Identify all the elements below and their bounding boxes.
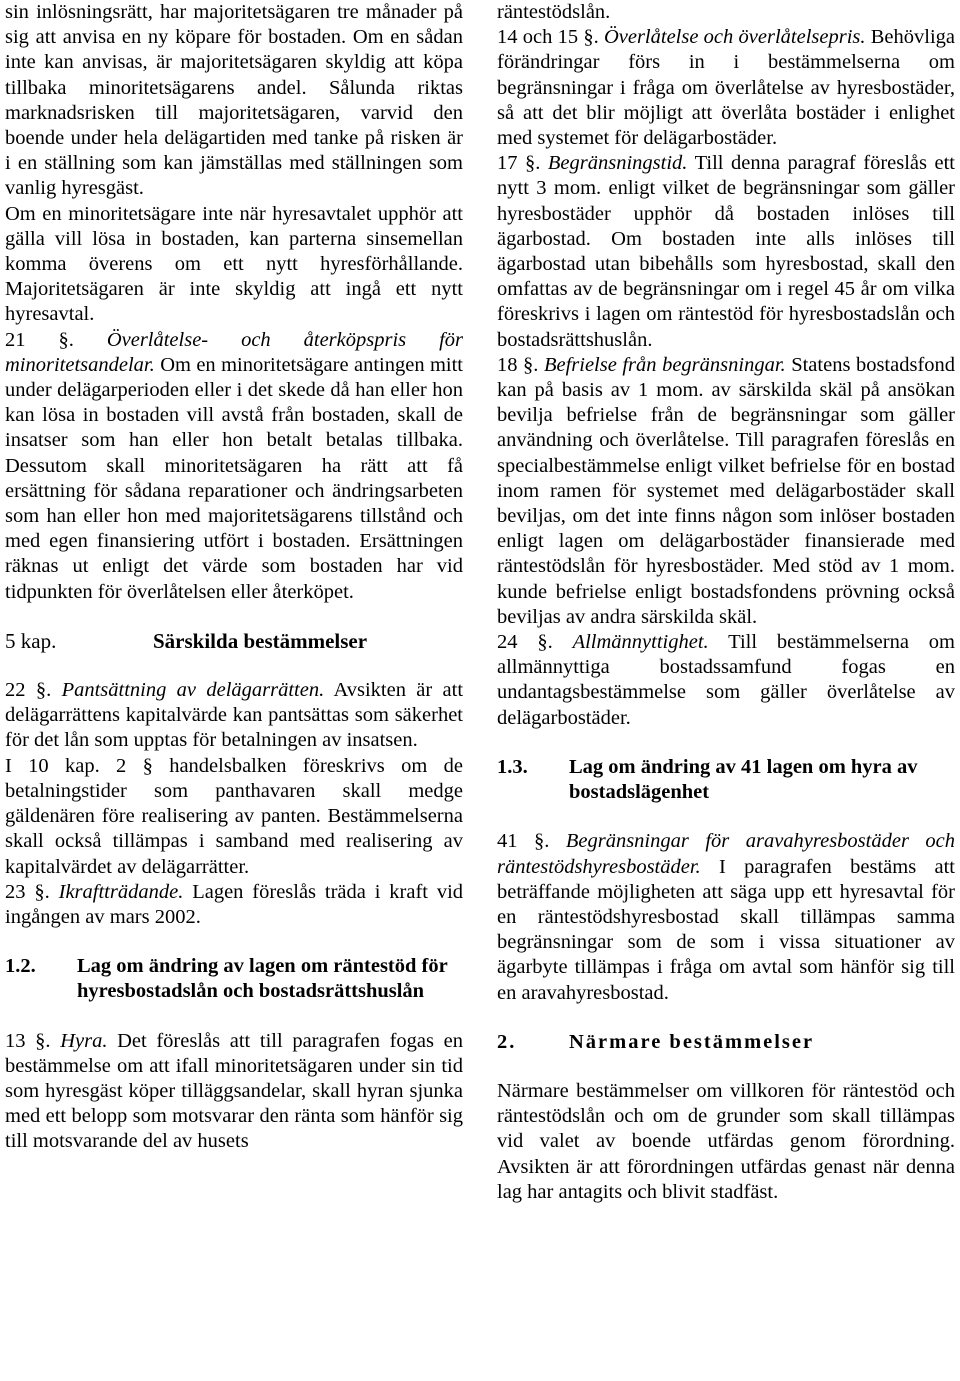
section-title: Överlåtelse- och återköpspris för minoritetsandelar. <box>5 328 464 376</box>
chapter-number: 5 kap. <box>5 628 57 653</box>
section-13 <box>5 1029 463 1155</box>
section-number: 14 och 15 §. <box>497 26 599 49</box>
section-24 <box>497 630 955 731</box>
section-number: 13 §. <box>5 1029 51 1052</box>
section-title: Överlåtelse och överlåtelsepris. <box>603 26 866 49</box>
section-text: Till denna paragraf föreslås ett nytt 3 mom. enligt vilket de begränsningar som gäller hyresbostäder upphör då bostaden inlöses till ägarbostad. Om bostaden inte alls inlöses till ägarbostad utan bibehålls som hyresbostad, skall den omfattas av de begränsningar om i regel 45 år om vilka föreskrivs i lagen om räntestöd för hyresbostadslån och bostadsrättshuslån. <box>497 152 956 351</box>
section-text: Avsikten är att delägarrättens kapitalvärde kan pantsättas som säkerhet för det lån som upptas för betalningen av insatsen. <box>5 679 464 752</box>
heading-title: Lag om ändring av 41 lagen om hyra av bostadslägenhet <box>569 755 918 804</box>
chapter-title: Särskilda bestämmelser <box>153 628 368 653</box>
heading-1-3 <box>497 755 955 805</box>
section-title: Begränsningstid. <box>547 152 688 175</box>
right-column <box>497 0 955 1205</box>
heading-number: 1.3. <box>497 755 528 778</box>
section-text: Om en minoritetsägare antingen mitt under delägarperioden eller i det skede då han eller hon kan lösa in bostaden vill avstå från bostaden, skall de insatser som han eller hon betalt betalas tillbaka. Dessutom skall minoritetsägaren ha rätt att få ersättning för sådana reparationer och ändringsarbeten som han eller hon med majoritetsägarens tillstånd och med egen finansiering utfört i bostaden. Ersättningen räknas ut enligt det värde som bostaden har vid tidpunkten för överlåtelsen eller återköpet. <box>5 353 463 603</box>
heading-title: Närmare bestämmelser <box>569 1030 815 1053</box>
section-21 <box>5 328 463 605</box>
paragraph-minoritetsagare: Om en minoritetsägare inte när hyresavtalet upphör att gälla vill lösa in bostaden, kan parterna sinsemellan komma överens om ett nytt hyresförhållande. Majoritetsägaren är inte skyldig att ingå ett nytt hyresavtal. <box>5 202 463 326</box>
left-column <box>5 0 463 1155</box>
section-number: 24 §. <box>497 631 553 654</box>
section-title: Befrielse från begränsningar. <box>543 353 786 376</box>
section-23 <box>5 880 463 930</box>
section-text: Det föreslås att till paragrafen fogas en bestämmelse om att ifall minoritetsägaren under sin tid som hyresgäst köper tilläggsandelar, skall hyran sjunka med ett belopp som motsvarar den ränta som hänför sig till motsvarande del av husets <box>5 1029 464 1153</box>
section-17 <box>497 151 955 353</box>
section-text: Behövliga förändringar förs in i bestämmelserna om begränsningar i fråga om överlåtelse av hyresbostäder, så att det blir möjligt att överlåta bostäder i enlighet med systemet för delägarbostäder. <box>497 26 956 150</box>
chapter-heading <box>5 629 463 654</box>
section-number: 21 §. <box>5 328 74 351</box>
section-title: Allmännyttighet. <box>572 631 709 654</box>
section-number: 22 §. <box>5 679 52 702</box>
section-18 <box>497 353 955 630</box>
section-number: 23 §. <box>5 880 50 903</box>
section-title: Hyra. <box>60 1029 108 1052</box>
paragraph-narmare: Närmare bestämmelser om villkoren för räntestöd och räntestödslån och om de grunder som skall tillämpas vid valet av boende utfärdas genom förordning. Avsikten är att förordningen utfärdas genast när denna lag har antagits och blivit stadfäst. <box>497 1079 955 1203</box>
heading-1-2 <box>5 954 463 1004</box>
section-title: Ikraftträdande. <box>58 880 184 903</box>
section-text: Till bestämmelserna om allmännyttiga bostadssamfund fogas en undantagsbestämmelse som gäller överlåtelse av delägarbostäder. <box>497 631 955 729</box>
section-text: Lagen föreslås träda i kraft vid ingången av mars 2002. <box>5 880 464 928</box>
section-number: 18 §. <box>497 353 539 376</box>
section-title: Pantsättning av delägarrätten. <box>61 679 325 702</box>
section-41 <box>497 829 955 1005</box>
section-text: I paragrafen bestäms att beträffande möjligheten att säga upp ett hyresavtal för en räntestödshyresbostad skall tillämpas samma begränsningar som de som i vissa situationer av ägarbyte tillämpas i fråga om avtal som hänför sig till en aravahyresbostad. <box>497 855 955 1004</box>
heading-title: Lag om ändring av lagen om räntestöd för hyresbostadslån och bostadsrättshuslån <box>77 955 448 1003</box>
section-text: Statens bostadsfond kan på basis av 1 mom. av särskilda skäl på ansökan bevilja befrielse från de begränsningar som gäller användning och överlåtelse. Till paragrafen föreslås en specialbestämmelse enligt vilket befrielse för en bostad inom ramen för systemet med delägarbostäder skall beviljas, om det inte finns någon som inlöser bostaden enligt lagen om delägarbostäder finansierade med räntestödslån för hyresbostäder. Med stöd av 1 mom. kunde befrielse enligt bostadsfondens prövning också beviljas av andra särskilda skäl. <box>497 353 956 628</box>
heading-number: 1.2. <box>5 955 36 978</box>
section-number: 17 §. <box>497 152 541 175</box>
heading-number: 2. <box>497 1030 517 1053</box>
section-22-paragraph-2: I 10 kap. 2 § handelsbalken föreskrivs om de betalningstider som panthavaren skall medge gäldenären före realisering av panten. Bestämmelserna skall också tillämpas i samband med realisering av kapitalvärdet av delägarrätter. <box>5 754 463 878</box>
section-title: Begränsningar för aravahyresbostäder och räntestödshyresbostäder. <box>497 830 956 878</box>
paragraph-inlosning: sin inlösningsrätt, har majoritetsägaren tre månader på sig att anvisa en ny köpare för bostaden. Om en sådan inte kan anvisas, är majoritetsägaren skyldig att köpa tillbaka minoritetsägarens andel. Sålunda riktas marknadsrisken till majoritetsägaren, varvid den boende under hela delägartiden med tanke på risken är i en ställning som kan jämställas med ställningen som vanlig hyresgäst. <box>5 1 463 200</box>
section-number: 41 §. <box>497 830 550 853</box>
section-14-15 <box>497 25 955 151</box>
heading-2 <box>497 1030 955 1055</box>
section-22 <box>5 678 463 754</box>
paragraph-continuation: räntestödslån. <box>497 1 611 23</box>
